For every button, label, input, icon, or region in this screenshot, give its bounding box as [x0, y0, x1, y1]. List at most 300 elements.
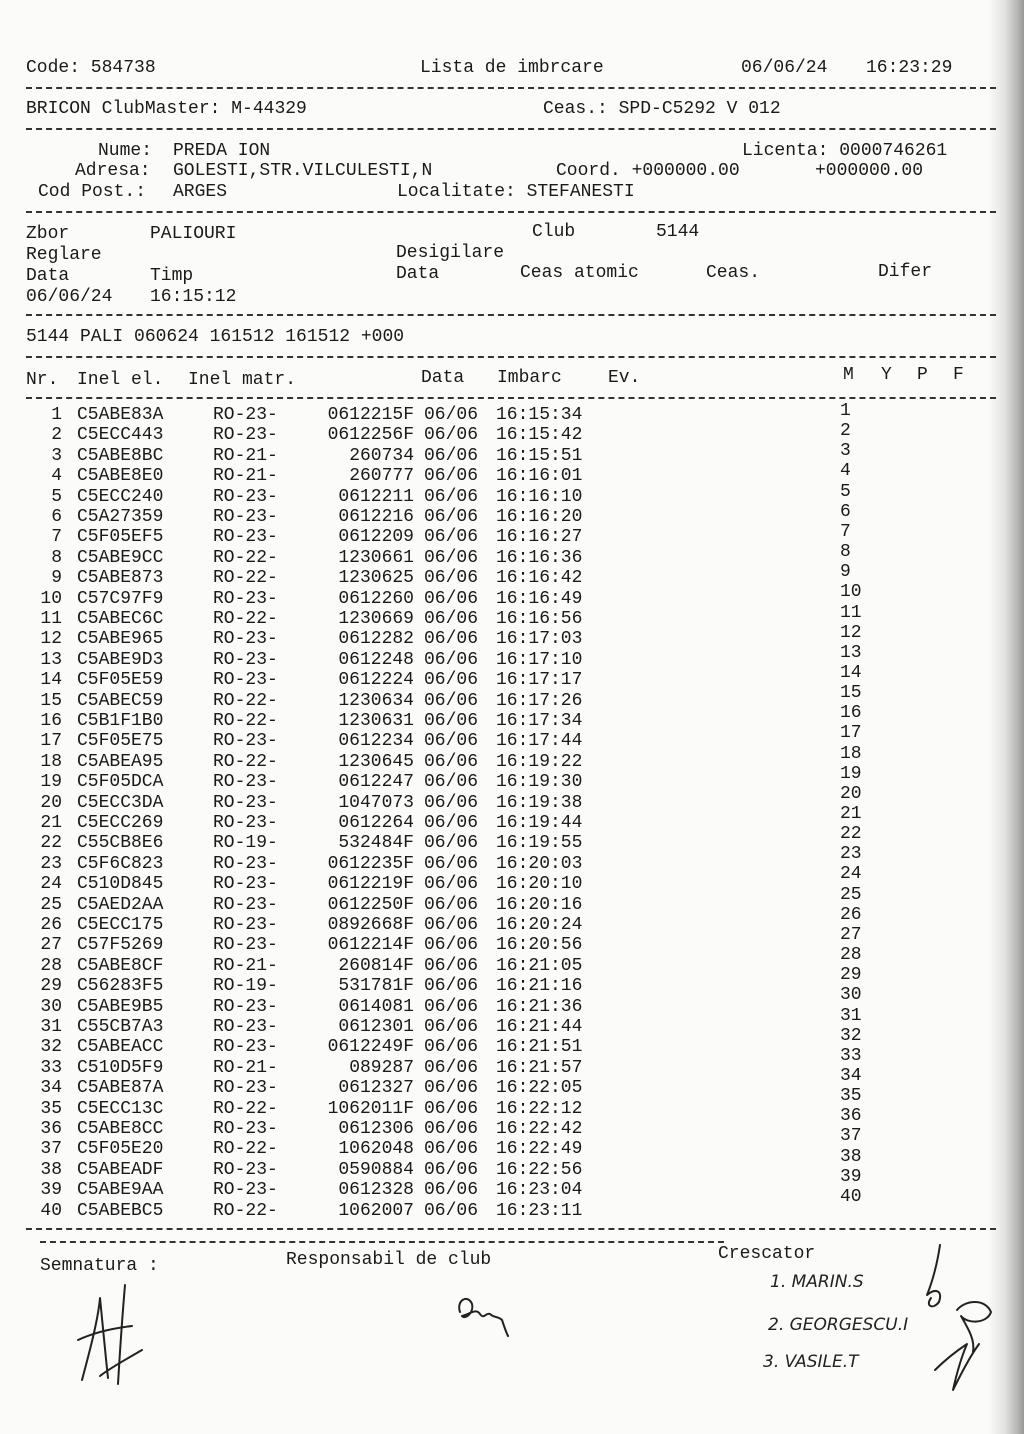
electronic-ring: C5ABEA95: [77, 751, 164, 772]
electronic-ring: C5ABEBC5: [77, 1200, 164, 1221]
position-m: 21: [840, 804, 862, 824]
ring-prefix: RO-22-: [213, 568, 278, 589]
ring-prefix: RO-21-: [213, 445, 278, 466]
arrival-time: 16:16:36: [496, 547, 583, 568]
table-row: [0, 783, 1024, 813]
table-row: [0, 481, 1024, 507]
arrival-date: 06/06: [424, 1139, 479, 1160]
arrival-date: 06/06: [424, 405, 479, 425]
reglare-date: 06/06/24: [26, 287, 113, 307]
arrival-date: 06/06: [424, 751, 479, 772]
position-m: 6: [840, 501, 851, 522]
position-m: 1: [840, 401, 851, 421]
ring-prefix: RO-23-: [213, 405, 278, 425]
table-row: [0, 642, 1024, 670]
row-number: 6: [51, 507, 62, 527]
arrival-time: 16:16:42: [496, 568, 583, 589]
ring-prefix: RO-19-: [213, 976, 278, 997]
table-row: [0, 723, 1024, 752]
ring-prefix: RO-23-: [213, 894, 278, 915]
electronic-ring: C5ECC175: [77, 915, 164, 935]
row-number: 28: [40, 955, 62, 976]
ring-number: 1047073: [338, 792, 414, 813]
electronic-ring: C5ABEC6C: [77, 609, 164, 629]
ring-prefix: RO-21-: [213, 1057, 278, 1078]
arrival-time: 16:17:03: [496, 629, 583, 650]
electronic-ring: C5ECC13C: [77, 1098, 164, 1119]
arrival-date: 06/06: [424, 690, 479, 711]
witness-3: 3. VASILE.T: [763, 1352, 859, 1372]
ring-prefix: RO-23-: [213, 507, 278, 527]
table-row: [0, 662, 1024, 691]
clubmaster-id: BRICON ClubMaster: M-44329: [26, 99, 307, 119]
arrival-time: 16:16:56: [496, 609, 583, 629]
ring-prefix: RO-23-: [213, 649, 278, 670]
ring-number: 0612256F: [327, 425, 414, 446]
position-m: 36: [840, 1106, 862, 1127]
arrival-date: 06/06: [424, 1017, 479, 1037]
witness-1: 1. MARIN.S: [770, 1272, 864, 1292]
arrival-date: 06/06: [424, 466, 479, 487]
table-row: [0, 824, 1024, 854]
row-number: 25: [40, 894, 62, 915]
row-number: 35: [40, 1098, 62, 1119]
arrival-time: 16:16:10: [496, 486, 583, 507]
position-m: 15: [840, 683, 862, 704]
owner-license: Licenta: 0000746261: [742, 141, 948, 161]
position-m: 22: [840, 824, 862, 845]
ring-prefix: RO-23-: [213, 874, 278, 895]
row-number: 8: [51, 547, 62, 568]
arrival-time: 16:15:34: [496, 405, 583, 425]
row-number: 11: [40, 609, 62, 629]
ring-prefix: RO-23-: [213, 425, 278, 446]
ring-prefix: RO-22-: [213, 1098, 278, 1119]
row-number: 3: [51, 445, 62, 466]
ceas-atomic-label: Ceas atomic: [520, 263, 639, 283]
row-number: 21: [40, 813, 62, 833]
desigilare-label: Desigilare: [396, 243, 505, 263]
table-row: [0, 401, 1024, 425]
electronic-ring: C5F05DCA: [77, 772, 164, 793]
electronic-ring: C5F05E75: [77, 731, 164, 752]
electronic-ring: C5ABE9B5: [77, 996, 164, 1017]
flight-label: Zbor: [26, 224, 70, 244]
col-header-ev: Ev.: [608, 368, 641, 388]
ring-prefix: RO-22-: [213, 1200, 278, 1221]
table-row: [0, 441, 1024, 466]
arrival-date: 06/06: [424, 935, 479, 956]
arrival-date: 06/06: [424, 649, 479, 670]
electronic-ring: C5ABE9AA: [77, 1180, 164, 1201]
arrival-date: 06/06: [424, 772, 479, 793]
arrival-date: 06/06: [424, 445, 479, 466]
arrival-time: 16:21:05: [496, 955, 583, 976]
ring-number: 1230669: [338, 609, 414, 629]
row-number: 1: [51, 405, 62, 425]
col-header-f: F: [953, 365, 964, 385]
timp-label: Timp: [150, 266, 194, 286]
ring-number: 089287: [349, 1057, 414, 1078]
breeder-label: Crescator: [718, 1244, 816, 1264]
arrival-date: 06/06: [424, 507, 479, 527]
row-number: 33: [40, 1057, 62, 1078]
club-label: Club: [532, 222, 576, 242]
arrival-time: 16:20:16: [496, 894, 583, 915]
ring-number: 532484F: [338, 833, 414, 854]
owner-signature: [70, 1280, 170, 1390]
owner-coord: Coord. +000000.00: [556, 161, 740, 181]
flight-name: PALIOURI: [150, 224, 237, 244]
ring-prefix: RO-23-: [213, 1017, 278, 1037]
row-number: 20: [40, 792, 62, 813]
arrival-date: 06/06: [424, 894, 479, 915]
ring-number: 0612282: [338, 629, 414, 650]
position-m: 10: [840, 582, 862, 603]
reglare-label: Reglare: [26, 245, 102, 265]
arrival-time: 16:23:04: [496, 1180, 583, 1201]
col-header-m: M: [843, 365, 854, 385]
electronic-ring: C5ABE8BC: [77, 445, 164, 466]
row-number: 4: [51, 466, 62, 487]
arrival-time: 16:22:42: [496, 1119, 583, 1139]
ring-prefix: RO-21-: [213, 955, 278, 976]
ring-prefix: RO-23-: [213, 935, 278, 956]
electronic-ring: C5A27359: [77, 507, 164, 527]
ring-number: 0612216: [338, 507, 414, 527]
row-number: 34: [40, 1078, 62, 1099]
row-number: 30: [40, 996, 62, 1017]
arrival-date: 06/06: [424, 629, 479, 650]
arrival-time: 16:21:36: [496, 996, 583, 1017]
arrival-date: 06/06: [424, 792, 479, 813]
electronic-ring: C510D5F9: [77, 1057, 164, 1078]
position-m: 14: [840, 662, 862, 683]
arrival-time: 16:20:10: [496, 874, 583, 895]
position-m: 18: [840, 743, 862, 764]
ring-prefix: RO-19-: [213, 833, 278, 854]
owner-name-label: Nume:: [98, 141, 153, 161]
ring-prefix: RO-23-: [213, 792, 278, 813]
ring-prefix: RO-23-: [213, 915, 278, 935]
electronic-ring: C5ABE9D3: [77, 649, 164, 670]
table-row: [0, 703, 1024, 731]
divider: [26, 1228, 996, 1230]
col-header-inel-el: Inel el.: [77, 370, 164, 390]
electronic-ring: C57C97F9: [77, 588, 164, 609]
ring-number: 0612219F: [327, 874, 414, 895]
position-m: 20: [840, 783, 862, 804]
arrival-date: 06/06: [424, 425, 479, 446]
arrival-date: 06/06: [424, 547, 479, 568]
row-number: 16: [40, 711, 62, 731]
arrival-time: 16:21:51: [496, 1037, 583, 1058]
arrival-date: 06/06: [424, 609, 479, 629]
ring-number: 0612328: [338, 1180, 414, 1201]
table-row: [0, 461, 1024, 487]
arrival-date: 06/06: [424, 915, 479, 935]
arrival-date: 06/06: [424, 527, 479, 548]
ring-number: 0612249F: [327, 1037, 414, 1058]
arrival-time: 16:20:56: [496, 935, 583, 956]
electronic-ring: C5ABE8CF: [77, 955, 164, 976]
table-row: [0, 844, 1024, 874]
position-m: 32: [840, 1025, 862, 1046]
electronic-ring: C5ABE87A: [77, 1078, 164, 1099]
ring-prefix: RO-23-: [213, 629, 278, 650]
ring-prefix: RO-23-: [213, 996, 278, 1017]
electronic-ring: C5ABE965: [77, 629, 164, 650]
ring-number: 0612301: [338, 1017, 414, 1037]
ring-number: 1230661: [338, 547, 414, 568]
arrival-time: 16:22:56: [496, 1159, 583, 1180]
signature-label: Semnatura :: [40, 1256, 159, 1276]
arrival-time: 16:17:17: [496, 670, 583, 691]
ring-number: 0612327: [338, 1078, 414, 1099]
table-row: [0, 763, 1024, 793]
arrival-date: 06/06: [424, 853, 479, 874]
club-number: 5144: [656, 222, 700, 242]
ring-prefix: RO-23-: [213, 670, 278, 691]
arrival-date: 06/06: [424, 1057, 479, 1078]
electronic-ring: C5ABE873: [77, 568, 164, 589]
table-row: [0, 602, 1024, 629]
arrival-time: 16:15:51: [496, 445, 583, 466]
row-number: 39: [40, 1180, 62, 1201]
row-number: 31: [40, 1017, 62, 1037]
arrival-date: 06/06: [424, 1180, 479, 1201]
electronic-ring: C510D845: [77, 874, 164, 895]
ring-number: 1062011F: [327, 1098, 414, 1119]
arrival-time: 16:20:24: [496, 915, 583, 935]
row-number: 2: [51, 425, 62, 446]
owner-locality: Localitate: STEFANESTI: [397, 182, 635, 202]
ring-prefix: RO-22-: [213, 690, 278, 711]
electronic-ring: C5ABE8CC: [77, 1119, 164, 1139]
ring-number: 0892668F: [327, 915, 414, 935]
electronic-ring: C55CB7A3: [77, 1017, 164, 1037]
table-row: [0, 622, 1024, 650]
row-number: 32: [40, 1037, 62, 1058]
position-m: 26: [840, 904, 862, 925]
position-m: 38: [840, 1146, 862, 1167]
ring-number: 0612250F: [327, 894, 414, 915]
electronic-ring: C5F05E59: [77, 670, 164, 691]
ring-prefix: RO-22-: [213, 609, 278, 629]
arrival-time: 16:16:49: [496, 588, 583, 609]
position-m: 27: [840, 924, 862, 945]
ring-number: 531781F: [338, 976, 414, 997]
row-number: 19: [40, 772, 62, 793]
ring-number: 0612264: [338, 813, 414, 833]
position-m: 25: [840, 884, 862, 905]
owner-address-label: Adresa:: [75, 161, 151, 181]
ring-prefix: RO-23-: [213, 813, 278, 833]
arrival-time: 16:19:38: [496, 792, 583, 813]
arrival-time: 16:19:44: [496, 813, 583, 833]
position-m: 13: [840, 642, 862, 663]
table-row: [0, 542, 1024, 568]
divider: [26, 314, 996, 316]
ring-number: 0612248: [338, 649, 414, 670]
arrival-date: 06/06: [424, 1159, 479, 1180]
ring-prefix: RO-23-: [213, 1119, 278, 1139]
ring-number: 0612235F: [327, 853, 414, 874]
arrival-date: 06/06: [424, 1078, 479, 1099]
row-number: 5: [51, 486, 62, 507]
position-m: 2: [840, 421, 851, 442]
clock-id: Ceas.: SPD-C5292 V 012: [543, 99, 781, 119]
electronic-ring: C5ABEC59: [77, 690, 164, 711]
witness-2: 2. GEORGESCU.I: [768, 1315, 909, 1335]
ceas-label: Ceas.: [706, 263, 761, 283]
arrival-time: 16:21:57: [496, 1057, 583, 1078]
position-m: 33: [840, 1045, 862, 1066]
position-m: 29: [840, 965, 862, 986]
row-number: 18: [40, 751, 62, 772]
ring-number: 0612306: [338, 1119, 414, 1139]
owner-name: PREDA ION: [173, 141, 271, 161]
position-m: 31: [840, 1005, 862, 1026]
row-number: 14: [40, 670, 62, 691]
position-m: 8: [840, 542, 851, 563]
ring-prefix: RO-21-: [213, 466, 278, 487]
ring-number: 260777: [349, 466, 414, 487]
club-responsible-label: Responsabil de club: [286, 1250, 492, 1270]
row-number: 38: [40, 1159, 62, 1180]
electronic-ring: C5ABE9CC: [77, 547, 164, 568]
position-m: 39: [840, 1166, 862, 1187]
arrival-date: 06/06: [424, 976, 479, 997]
owner-postcode-label: Cod Post.:: [38, 182, 147, 202]
arrival-time: 16:16:01: [496, 466, 583, 487]
position-m: 28: [840, 945, 862, 966]
row-number: 23: [40, 853, 62, 874]
position-m: 7: [840, 521, 851, 542]
arrival-date: 06/06: [424, 1200, 479, 1221]
col-header-data: Data: [421, 368, 465, 388]
position-m: 37: [840, 1126, 862, 1147]
arrival-date: 06/06: [424, 568, 479, 589]
electronic-ring: C5ABE83A: [77, 405, 164, 425]
owner-postcode: ARGES: [173, 182, 228, 202]
arrival-time: 16:19:55: [496, 833, 583, 854]
document-date: 06/06/24: [741, 58, 828, 78]
ring-prefix: RO-23-: [213, 772, 278, 793]
position-m: 11: [840, 602, 862, 623]
arrival-time: 16:21:44: [496, 1017, 583, 1037]
arrival-time: 16:21:16: [496, 976, 583, 997]
ring-number: 0590884: [338, 1159, 414, 1180]
ring-prefix: RO-23-: [213, 853, 278, 874]
ring-number: 0614081: [338, 996, 414, 1017]
table-row: [0, 521, 1024, 548]
arrival-time: 16:16:27: [496, 527, 583, 548]
divider: [26, 356, 996, 358]
electronic-ring: C5ABEADF: [77, 1159, 164, 1180]
ring-prefix: RO-22-: [213, 547, 278, 568]
ring-prefix: RO-23-: [213, 588, 278, 609]
ring-number: 1230645: [338, 751, 414, 772]
electronic-ring: C5F05EF5: [77, 527, 164, 548]
arrival-time: 16:17:10: [496, 649, 583, 670]
table-row: [0, 501, 1024, 527]
ring-prefix: RO-23-: [213, 527, 278, 548]
position-m: 9: [840, 562, 851, 583]
ring-prefix: RO-22-: [213, 751, 278, 772]
arrival-date: 06/06: [424, 670, 479, 691]
club-responsible-signature: [452, 1290, 512, 1340]
electronic-ring: C55CB8E6: [77, 833, 164, 854]
electronic-ring: C5F05E20: [77, 1139, 164, 1160]
col-header-p: P: [917, 365, 928, 385]
row-number: 26: [40, 915, 62, 935]
ring-prefix: RO-23-: [213, 1159, 278, 1180]
arrival-time: 16:17:26: [496, 690, 583, 711]
reglare-time: 16:15:12: [150, 287, 237, 307]
row-number: 12: [40, 629, 62, 650]
owner-coord-2: +000000.00: [815, 161, 924, 181]
row-number: 15: [40, 690, 62, 711]
ring-number: 1230625: [338, 568, 414, 589]
data2-label: Data: [396, 264, 440, 284]
ring-prefix: RO-23-: [213, 1078, 278, 1099]
ring-number: 0612247: [338, 772, 414, 793]
flight-summary: 5144 PALI 060624 161512 161512 +000: [26, 327, 405, 347]
electronic-ring: C5ABE8E0: [77, 466, 164, 487]
row-number: 27: [40, 935, 62, 956]
row-number: 37: [40, 1139, 62, 1160]
ring-prefix: RO-23-: [213, 1180, 278, 1201]
arrival-date: 06/06: [424, 833, 479, 854]
arrival-date: 06/06: [424, 588, 479, 609]
row-number: 36: [40, 1119, 62, 1139]
table-row: [0, 582, 1024, 609]
arrival-time: 16:22:05: [496, 1078, 583, 1099]
arrival-date: 06/06: [424, 1119, 479, 1139]
electronic-ring: C5B1F1B0: [77, 711, 164, 731]
row-number: 29: [40, 976, 62, 997]
ring-number: 1062048: [338, 1139, 414, 1160]
arrival-date: 06/06: [424, 711, 479, 731]
ring-number: 260814F: [338, 955, 414, 976]
ring-number: 1230631: [338, 711, 414, 731]
ring-prefix: RO-23-: [213, 1037, 278, 1058]
row-number: 40: [40, 1200, 62, 1221]
position-m: 30: [840, 985, 862, 1006]
divider: [26, 211, 996, 213]
table-row: [0, 804, 1024, 833]
ring-number: 0612215F: [327, 405, 414, 425]
arrival-time: 16:23:11: [496, 1200, 583, 1221]
electronic-ring: C5F6C823: [77, 853, 164, 874]
electronic-ring: C5ABEACC: [77, 1037, 164, 1058]
owner-address: GOLESTI,STR.VILCULESTI,N: [173, 161, 433, 181]
row-number: 22: [40, 833, 62, 854]
position-m: 5: [840, 481, 851, 502]
position-m: 23: [840, 844, 862, 865]
col-header-y: Y: [881, 365, 892, 385]
arrival-time: 16:19:22: [496, 751, 583, 772]
electronic-ring: C57F5269: [77, 935, 164, 956]
ring-number: 0612234: [338, 731, 414, 752]
document-code: Code: 584738: [26, 58, 156, 78]
divider: [26, 87, 996, 89]
ring-number: 1230634: [338, 690, 414, 711]
col-header-imbarc: Imbarc: [497, 368, 562, 388]
arrival-time: 16:15:42: [496, 425, 583, 446]
arrival-time: 16:19:30: [496, 772, 583, 793]
